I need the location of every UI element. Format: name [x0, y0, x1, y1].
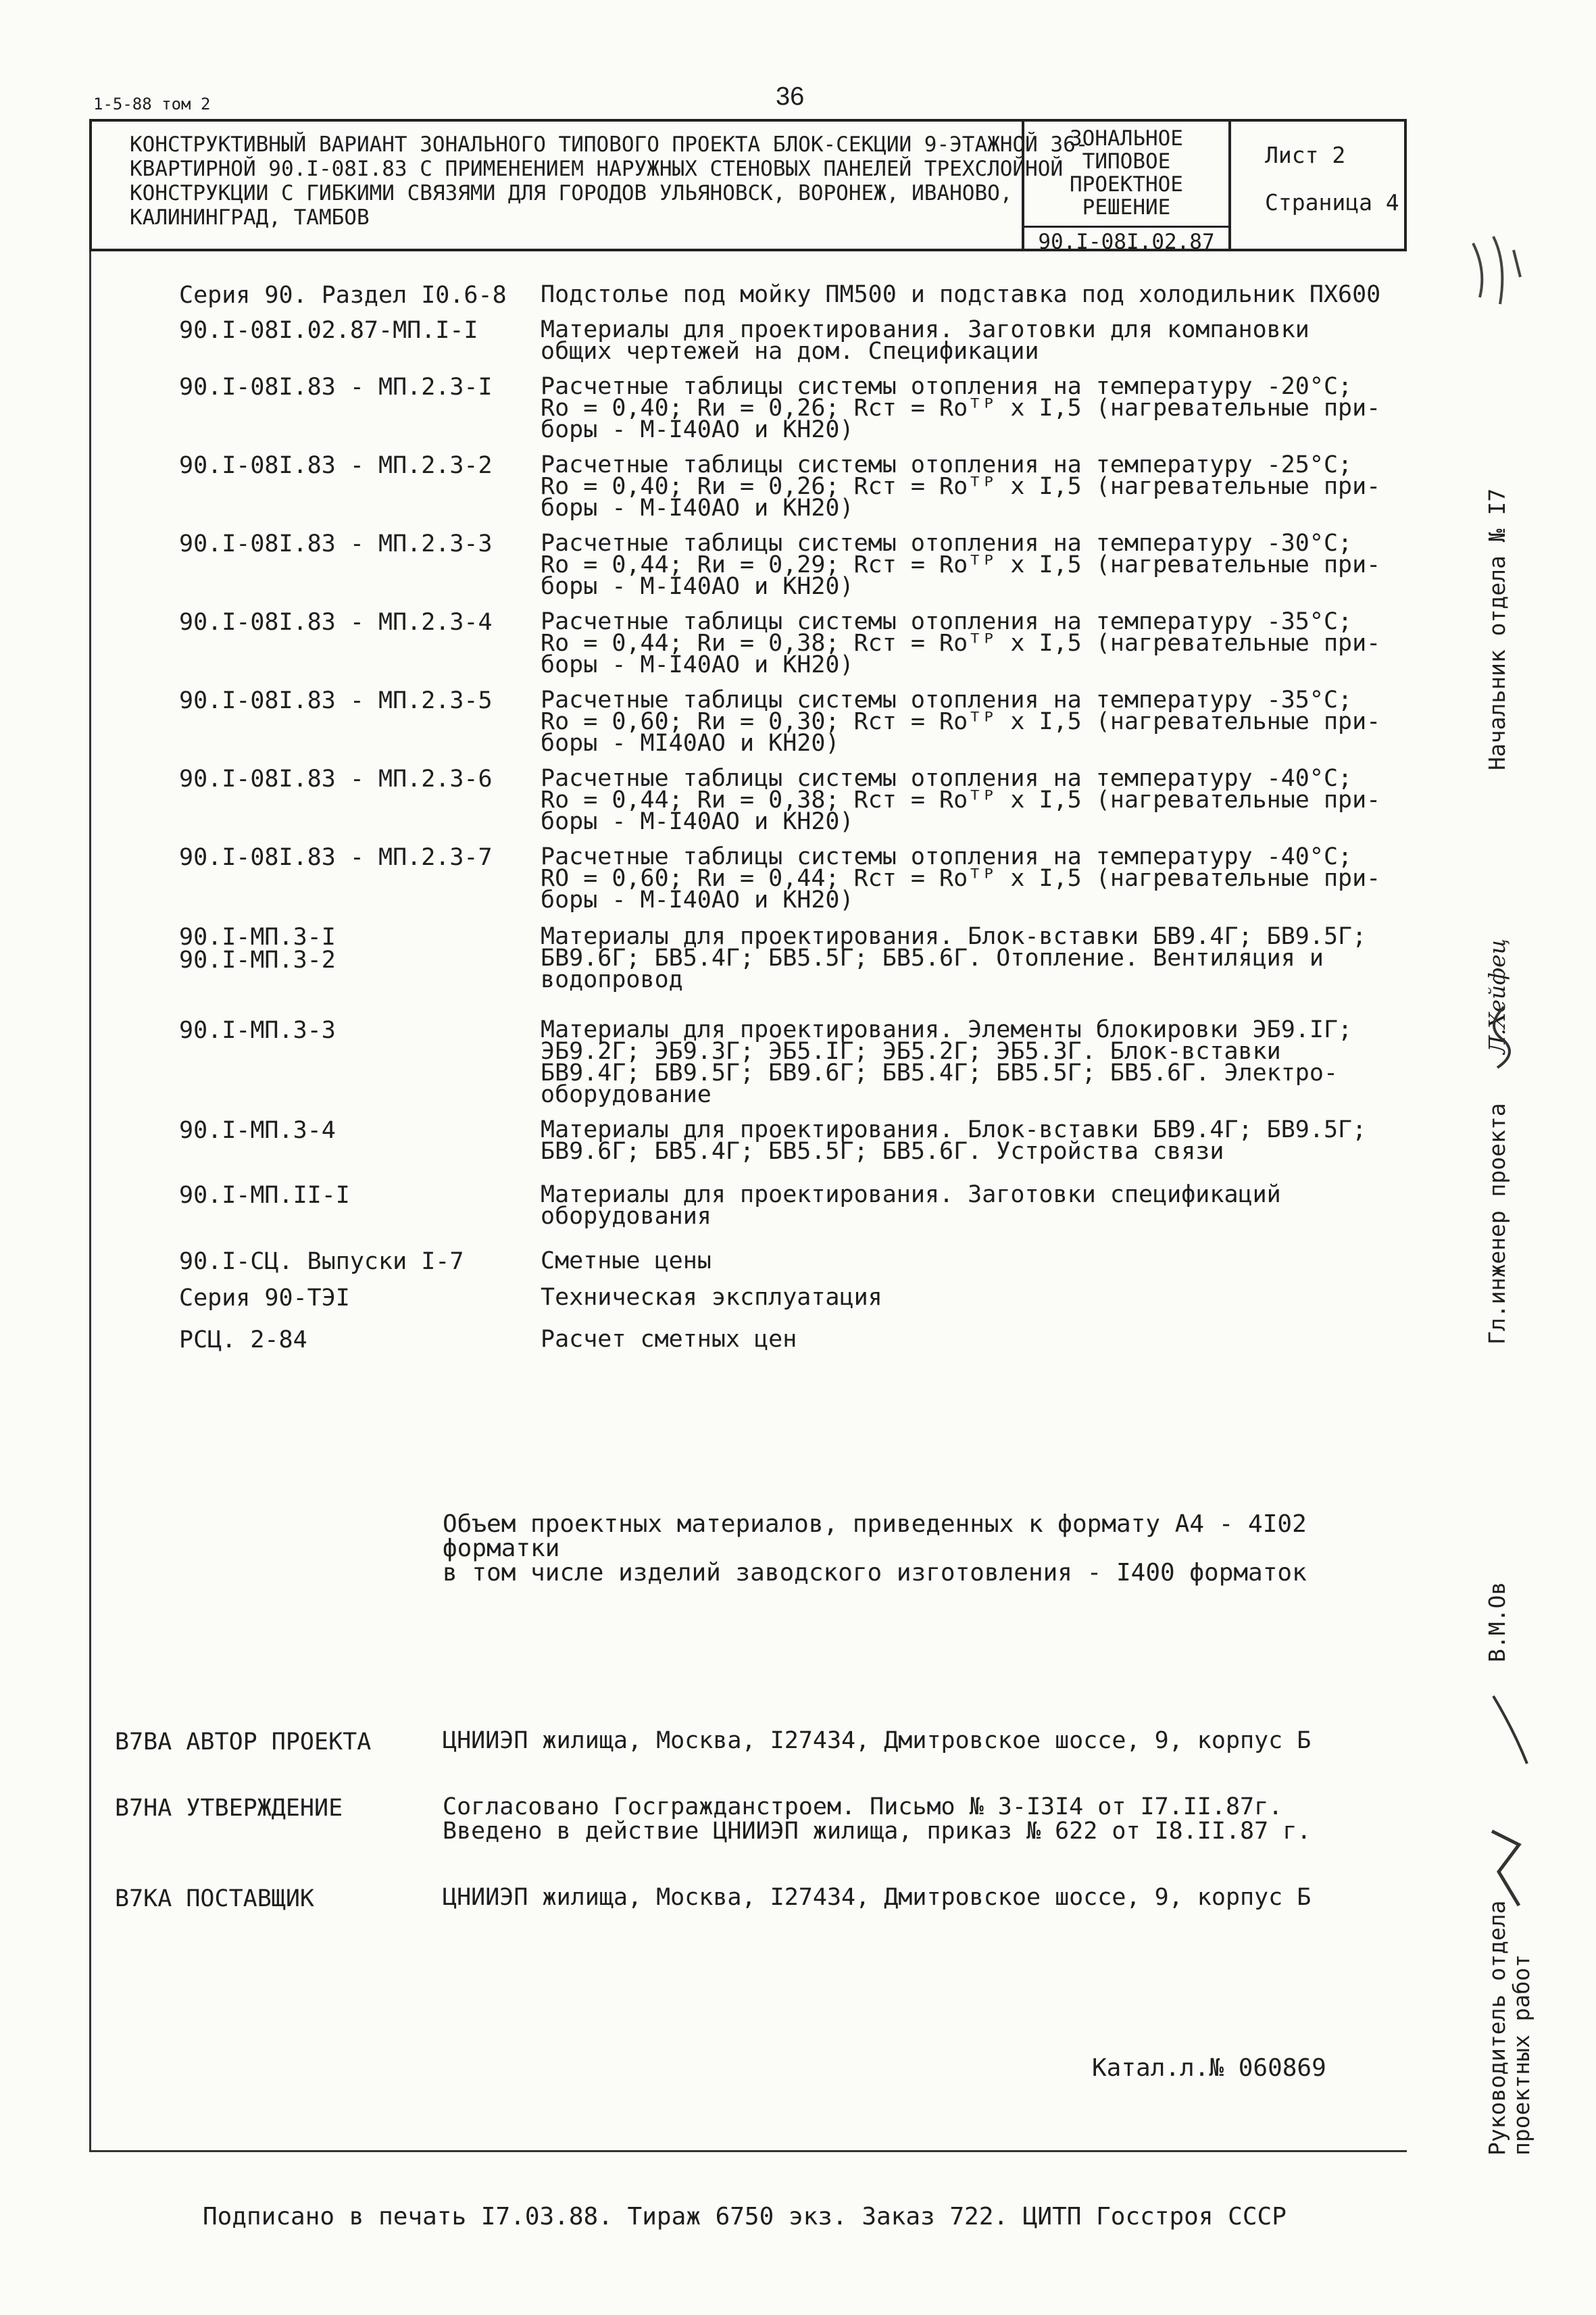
reference-code: Серия 90-ТЭI [179, 1285, 350, 1312]
reference-code: 90.I-МП.3-4 [179, 1117, 336, 1144]
reference-description: Расчетные таблицы системы отопления на температуру -25°С; Ro = 0,40; Rи = 0,26; Rст = Roᵀᴾ x I,5 (нагревательные при- боры - М-I40АО и КН20) [541, 451, 1381, 522]
department-head-label-2: проектных работ [1508, 1953, 1535, 2156]
signature-mark [1460, 223, 1534, 345]
info-label: В7НА УТВЕРЖДЕНИЕ [115, 1795, 343, 1822]
signature-mark [1477, 1000, 1524, 1074]
reference-code: 90.I-08I.02.87-МП.I-I [179, 317, 478, 344]
zonal-solution-box [1022, 119, 1231, 254]
reference-description: Техническая эксплуатация [541, 1284, 882, 1311]
catalog-number: Катал.л.№ 060869 [1092, 2054, 1326, 2082]
info-value: ЦНИИЭП жилища, Москва, I27434, Дмитровское шоссе, 9, корпус Б [443, 1727, 1312, 1754]
reference-code: 90.I-МП.3-3 [179, 1017, 336, 1044]
reference-description: Расчет сметных цен [541, 1326, 797, 1353]
project-title: КОНСТРУКТИВНЫЙ ВАРИАНТ ЗОНАЛЬНОГО ТИПОВОГО ПРОЕКТА БЛОК-СЕКЦИИ 9-ЭТАЖНОЙ 36-КВАРТИРНОЙ 90.I-08I.83 С ПРИМЕНЕНИЕМ НАРУЖНЫХ СТЕНОВЫХ ПАНЕЛЕЙ ТРЕХСЛОЙНОЙ КОНСТРУКЦИИ С ГИБКИМИ СВЯЗЯМИ ДЛЯ ГОРОДОВ УЛЬЯНОВСК, ВОРОНЕЖ, ИВАНОВО, КАЛИНИНГРАД, ТАМБОВ [130, 132, 1089, 230]
zonal-solution-code: 90.I-08I.02.87 [1038, 230, 1215, 254]
sheet-number: Лист 2 [1265, 142, 1346, 168]
page-label: Страница 4 [1265, 189, 1399, 216]
reference-description: Подстолье под мойку ПМ500 и подставка под холодильник ПХ600 [541, 281, 1381, 308]
info-label: В7КА ПОСТАВЩИК [115, 1885, 315, 1912]
volume-note: Объем проектных материалов, приведенных к формату А4 - 4I02 форматки в том числе изделий заводского изготовления - I400 форматок [443, 1510, 1307, 1587]
frame-left-border [89, 251, 91, 2150]
reference-code: 90.I-08I.83 - МП.2.3-4 [179, 609, 493, 636]
page-number: 36 [776, 82, 805, 111]
reference-description: Материалы для проектирования. Заготовки спецификаций оборудования [541, 1181, 1281, 1230]
reference-code: 90.I-СЦ. Выпуски I-7 [179, 1248, 464, 1275]
reference-description: Расчетные таблицы системы отопления на температуру -30°С; Ro = 0,44; Rи = 0,29; Rст = Roᵀᴾ x I,5 (нагревательные при- боры - М-I40АО и КН20) [541, 530, 1381, 600]
department-head-label: Руководитель отдела [1484, 1900, 1510, 2156]
signature-mark [1487, 1689, 1534, 1770]
reference-code: 90.I-МП.3-I 90.I-МП.3-2 [179, 924, 336, 974]
reference-description: Материалы для проектирования. Заготовки для компановки общих чертежей на дом. Спецификации [541, 316, 1310, 365]
reference-code: 90.I-08I.83 - МП.2.3-I [179, 374, 493, 401]
info-label: В7ВА АВТОР ПРОЕКТА [115, 1728, 372, 1756]
frame-bottom-border [89, 2150, 1407, 2152]
title-block [89, 119, 1407, 254]
reference-code: 90.I-08I.83 - МП.2.3-2 [179, 452, 493, 479]
reference-code: 90.I-08I.83 - МП.2.3-6 [179, 766, 493, 793]
divider [1024, 226, 1228, 228]
reference-description: Материалы для проектирования. Элементы блокировки ЭБ9.IГ; ЭБ9.2Г; ЭБ9.3Г; ЭБ5.IГ; ЭБ5.2Г; ЭБ5.3Г. Блок-вставки БВ9.4Г; БВ9.5Г; БВ9.6Г; БВ5.4Г; БВ5.5Г; БВ5.6Г. Электро- оборудование [541, 1016, 1353, 1108]
document-code: 1-5-88 том 2 [93, 95, 211, 114]
reference-code: РСЦ. 2-84 [179, 1326, 307, 1353]
reference-code: Серия 90. Раздел I0.6-8 [179, 282, 507, 309]
signature-mark [1478, 1818, 1532, 1919]
vm-name: В.М.Ов [1484, 1581, 1510, 1662]
reference-code: 90.I-08I.83 - МП.2.3-5 [179, 687, 493, 714]
reference-description: Расчетные таблицы системы отопления на температуру -35°С; Ro = 0,60; Rи = 0,30; Rст = Roᵀᴾ x I,5 (нагревательные при- боры - МI40АО и КН20) [541, 687, 1381, 757]
reference-description: Материалы для проектирования. Блок-вставки БВ9.4Г; БВ9.5Г; БВ9.6Г; БВ5.4Г; БВ5.5Г; БВ5.6Г. Устройства связи [541, 1116, 1367, 1165]
reference-description: Сметные цены [541, 1247, 712, 1274]
reference-description: Расчетные таблицы системы отопления на температуру -20°С; Ro = 0,40; Rи = 0,26; Rст = Roᵀᴾ x I,5 (нагревательные при- боры - М-I40АО и КН20) [541, 373, 1381, 443]
reference-code: 90.I-08I.83 - МП.2.3-3 [179, 530, 493, 557]
reference-code: 90.I-МП.II-I [179, 1182, 350, 1209]
info-value: ЦНИИЭП жилища, Москва, I27434, Дмитровское шоссе, 9, корпус Б [443, 1884, 1312, 1911]
zonal-solution-label: ЗОНАЛЬНОЕ ТИПОВОЕ ПРОЕКТНОЕ РЕШЕНИЕ [1070, 126, 1183, 220]
chief-engineer-label: Гл.инженер проекта [1484, 1103, 1510, 1345]
print-imprint: Подписано в печать I7.03.88. Тираж 6750 экз. Заказ 722. ЦИТП Госстроя СССР [203, 2203, 1287, 2231]
chief-engineer-name: Л.Хейфец [1484, 939, 1510, 1054]
reference-code: 90.I-08I.83 - МП.2.3-7 [179, 844, 493, 871]
reference-description: Расчетные таблицы системы отопления на температуру -35°С; Ro = 0,44; Rи = 0,38; Rст = Roᵀᴾ x I,5 (нагревательные при- боры - М-I40АО и КН20) [541, 608, 1381, 678]
head-of-department-label: Начальник отдела № I7 [1484, 488, 1510, 770]
info-value: Согласовано Госгражданстроем. Письмо № 3-I3I4 от I7.II.87г. Введено в действие ЦНИИЭП жилища, приказ № 622 от I8.II.87 г. [443, 1793, 1312, 1845]
reference-description: Материалы для проектирования. Блок-вставки БВ9.4Г; БВ9.5Г; БВ9.6Г; БВ5.4Г; БВ5.5Г; БВ5.6Г. Отопление. Вентиляция и водопровод [541, 923, 1367, 993]
reference-description: Расчетные таблицы системы отопления на температуру -40°С; RO = 0,60; Rи = 0,44; Rст = Roᵀᴾ x I,5 (нагревательные при- боры - М-I40АО и КН20) [541, 843, 1381, 914]
reference-description: Расчетные таблицы системы отопления на температуру -40°С; Ro = 0,44; Rи = 0,38; Rст = Roᵀᴾ x I,5 (нагревательные при- боры - М-I40АО и КН20) [541, 765, 1381, 835]
